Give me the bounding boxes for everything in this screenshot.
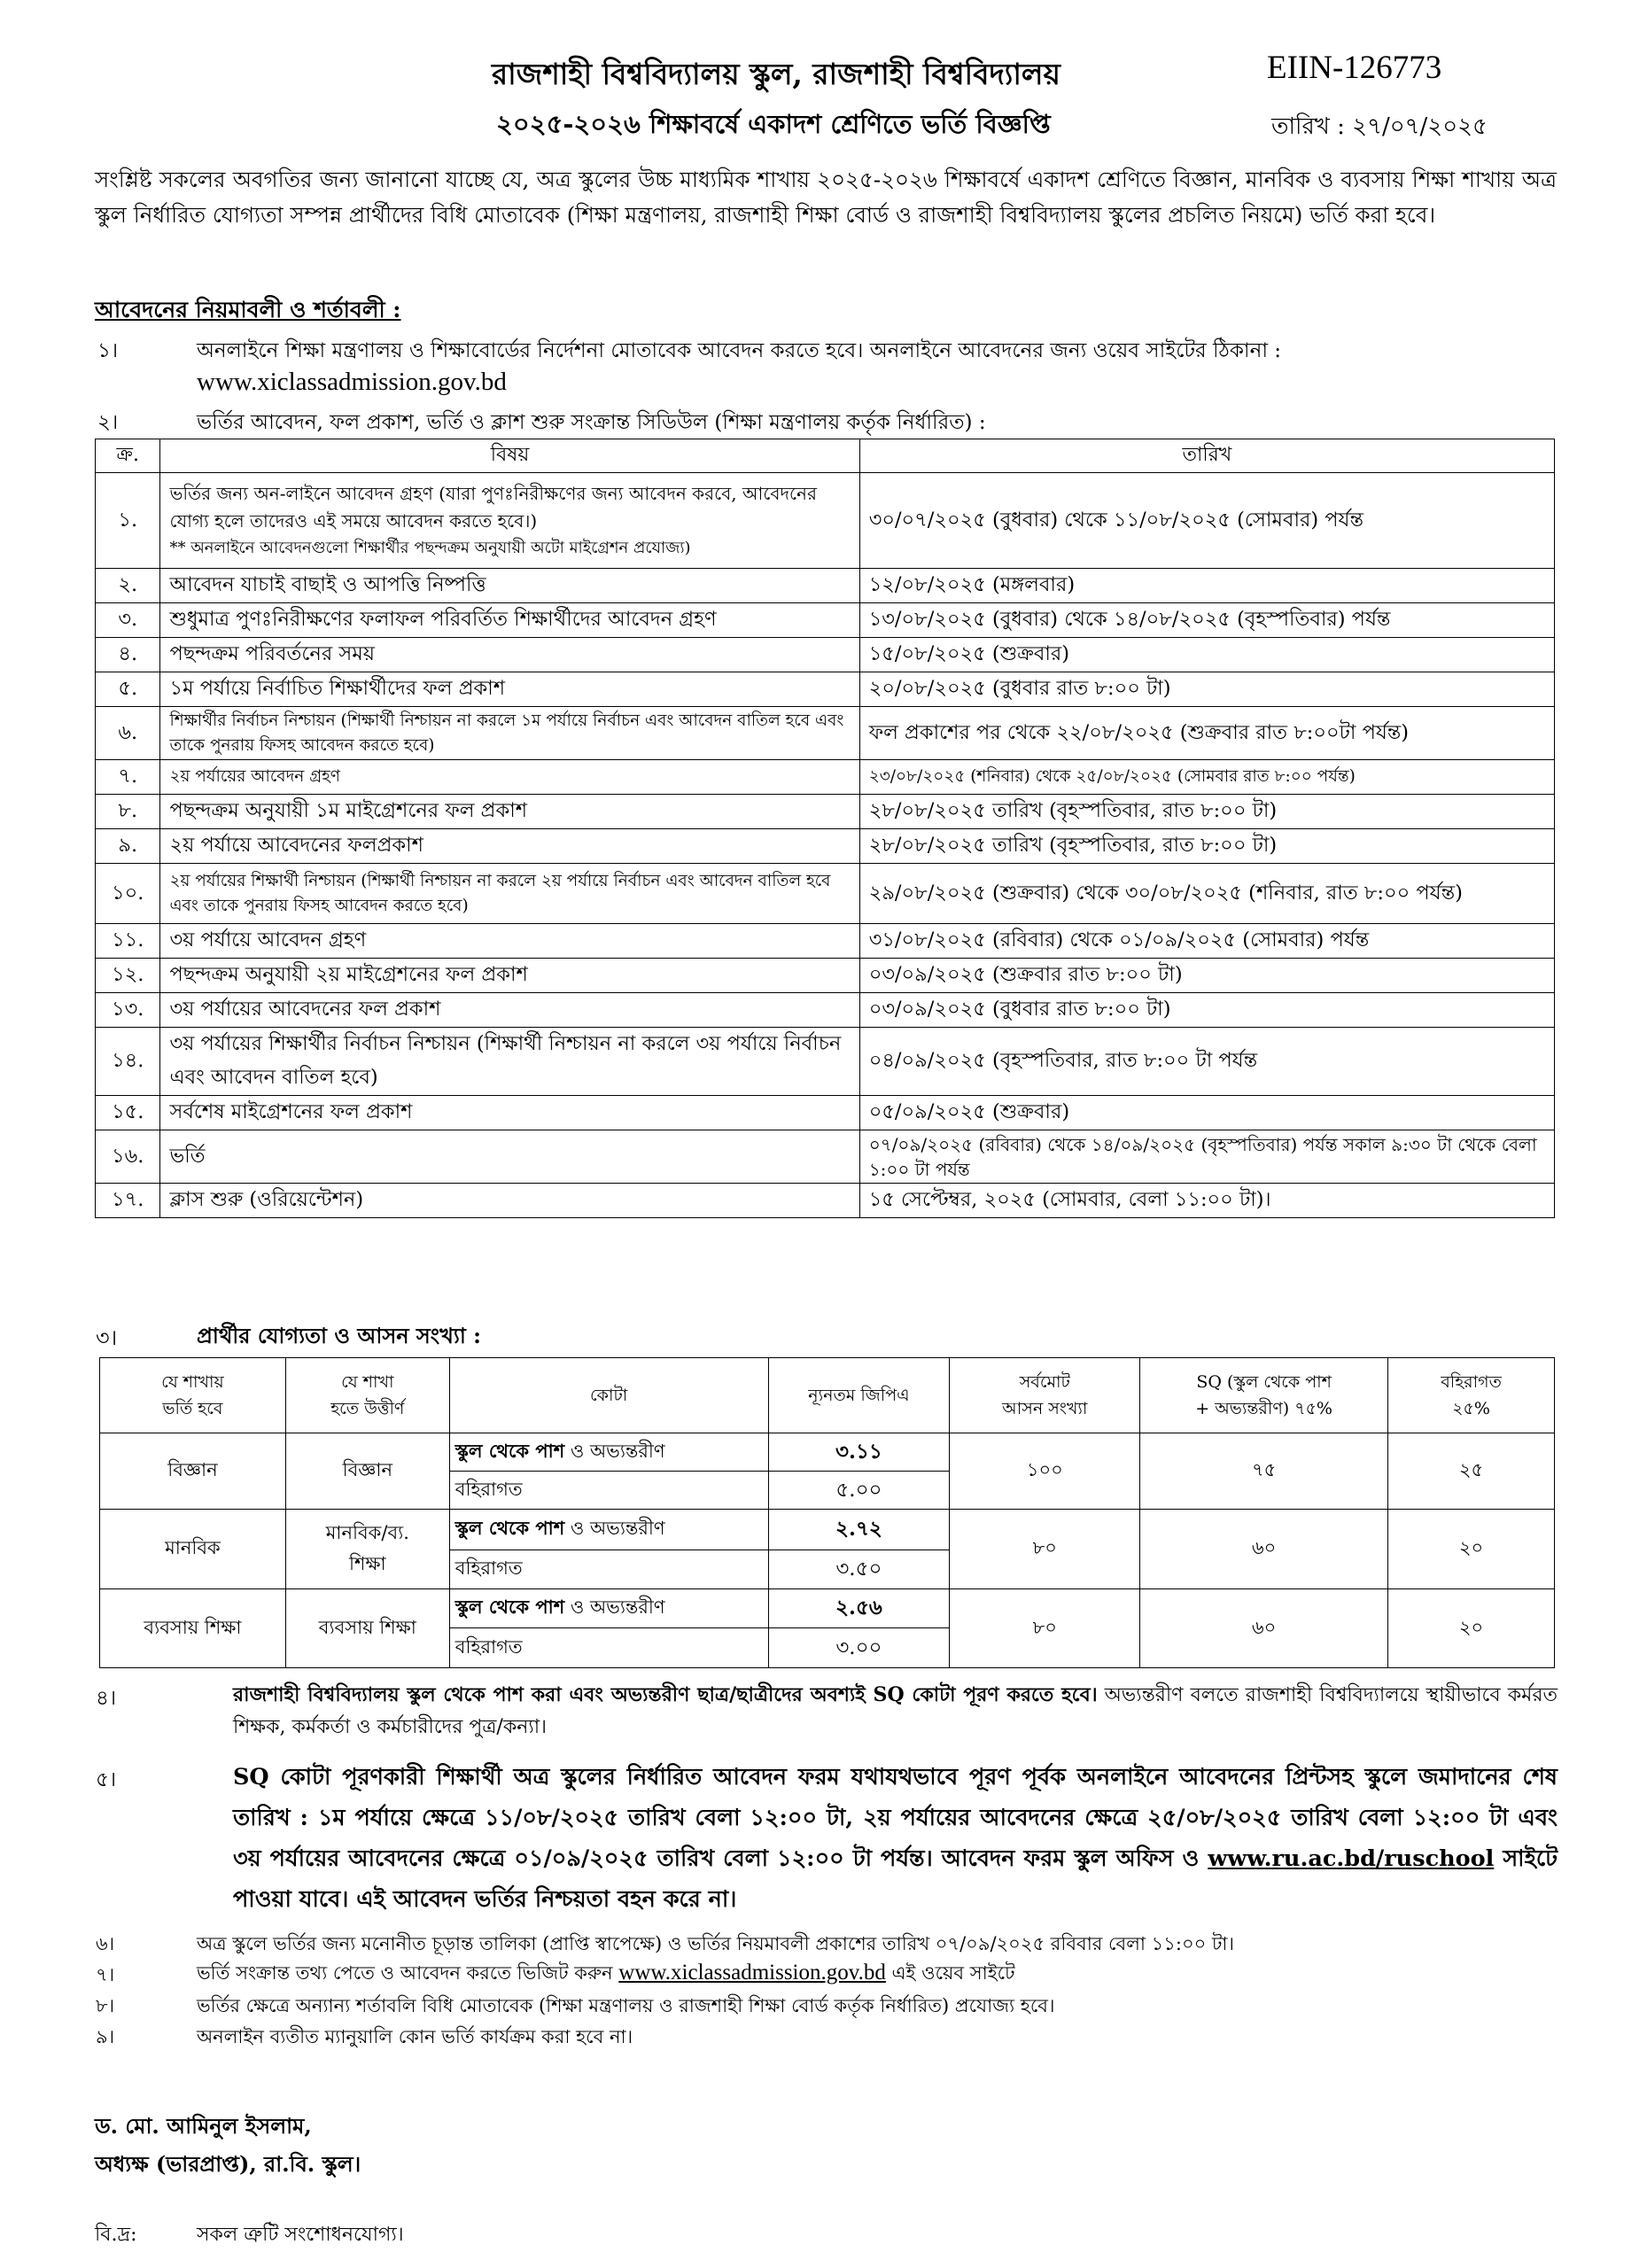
row-subject: শুধুমাত্র পুণঃনিরীক্ষণের ফলাফল পরিবর্তিত শিক্ষার্থীদের আবেদন গ্রহণ: [160, 603, 859, 638]
rule7-text: ভর্তি সংক্রান্ত তথ্য পেতে ও আবেদন করতে ভিজিট করুন www.xiclassadmission.gov.bd এই ওয়েব সাইটে: [197, 1961, 1015, 1984]
row-date: ০৫/০৯/২০২৫ (শুক্রবার): [859, 1096, 1554, 1130]
passed-cell: বিজ্ঞান: [285, 1433, 449, 1510]
sq-seats: ৭৫: [1140, 1433, 1388, 1510]
row-subject: পছন্দক্রম অনুযায়ী ১ম মাইগ্রেশনের ফল প্রকাশ: [160, 795, 859, 829]
row-date: ০৩/০৯/২০২৫ (বুধবার রাত ৮:০০ টা): [859, 993, 1554, 1028]
intro-paragraph: সংশ্লিষ্ট সকলের অবগতির জন্য জানানো যাচ্ছে যে, অত্র স্কুলের উচ্চ মাধ্যমিক শাখায় ২০২৫-২০২৬ শিক্ষাবর্ষে একাদশ শ্রেণিতে বিজ্ঞান, মানবিক ও ব্যবসায় শিক্ষা শাখায় অত্র স্কুল নির্ধারিত যোগ্যতা সম্পন্ন প্রার্থীদের বিধি মোতাবেক (শিক্ষা মন্ত্রণালয়, রাজশাহী শিক্ষা বোর্ড ও রাজশাহী বিশ্ববিদ্যালয় স্কুলের প্রচলিত নিয়মে) ভর্তি করা হবে।: [95, 167, 1557, 228]
row-serial: ৭.: [96, 760, 160, 795]
gpa-internal: ২.৫৬: [768, 1589, 950, 1628]
notice-date: তারিখ : ২৭/০৭/২০২৫: [1271, 113, 1488, 140]
footnote-label: বি.দ্র:: [95, 2224, 137, 2246]
total-seats: ১০০: [950, 1433, 1140, 1510]
row-serial: ১০.: [96, 864, 160, 924]
row-date: ০৩/০৯/২০২৫ (শুক্রবার রাত ৮:০০ টা): [859, 959, 1554, 993]
schedule-row: [96, 959, 1555, 993]
quota-internal: স্কুল থেকে পাশ ও অভ্যন্তরীণ: [449, 1589, 768, 1628]
row-serial: ৮.: [96, 795, 160, 829]
row-subject: ২য় পর্যায়ের শিক্ষার্থী নিশ্চায়ন (শিক্ষার্থী নিশ্চায়ন না করলে ২য় পর্যায়ে নির্বাচন এবং আবেদন বাতিল হবে এবং তাকে পুনরায় ফিসহ আবেদন করতে হবে): [160, 864, 859, 924]
hdr-passed-branch: যে শাখা হতে উত্তীর্ণ: [285, 1358, 449, 1433]
rule1-text: অনলাইনে শিক্ষা মন্ত্রণালয় ও শিক্ষাবোর্ডের নির্দেশনা মোতাবেক আবেদন করতে হবে। অনলাইনে আবেদনের জন্য ওয়েব সাইটের ঠিকানা :: [197, 339, 1282, 362]
row-date: ১৩/০৮/২০২৫ (বুধবার) থেকে ১৪/০৮/২০২৫ (বৃহস্পতিবার) পর্যন্ত: [859, 603, 1554, 638]
row-serial: ৩.: [96, 603, 160, 638]
row-serial: ১৪.: [96, 1028, 160, 1096]
row-serial: ১৩.: [96, 993, 160, 1028]
schedule-row: [96, 760, 1555, 795]
row-serial: ৬.: [96, 707, 160, 760]
rule7-number: ৭।: [96, 1964, 115, 1985]
row-serial: ৫.: [96, 672, 160, 707]
schedule-row: [96, 924, 1555, 959]
hdr-external: বহিরাগত ২৫%: [1388, 1358, 1555, 1433]
schedule-row: [96, 993, 1555, 1028]
notice-subtitle: ২০২৫-২০২৬ শিক্ষাবর্ষে একাদশ শ্রেণিতে ভর্তি বিজ্ঞপ্তি: [496, 109, 1051, 139]
quota-external: বহিরাগত: [449, 1550, 768, 1589]
sq-seats: ৬০: [1140, 1510, 1388, 1589]
schedule-row: [96, 672, 1555, 707]
row-subject: ২য় পর্যায়ে আবেদনের ফলপ্রকাশ: [160, 829, 859, 864]
rule8-text: ভর্তির ক্ষেত্রে অন্যান্য শর্তাবলি বিধি মোতাবেক (শিক্ষা মন্ত্রণালয় ও রাজশাহী শিক্ষা বোর্ড কর্তৃক নির্ধারিত) প্রযোজ্য হবে।: [197, 1995, 1055, 2016]
row-subject: সর্বশেষ মাইগ্রেশনের ফল প্রকাশ: [160, 1096, 859, 1130]
row-serial: ১১.: [96, 924, 160, 959]
row-date: ২৩/০৮/২০২৫ (শনিবার) থেকে ২৫/০৮/২০২৫ (সোমবার রাত ৮:০০ পর্যন্ত): [859, 760, 1554, 795]
hdr-gpa: ন্যূনতম জিপিএ: [768, 1358, 950, 1433]
row-subject: ভর্তি: [160, 1130, 859, 1184]
seats-row: [100, 1433, 1555, 1472]
rule1-number: ১।: [97, 339, 119, 362]
row-subject: ক্লাস শুরু (ওরিয়েন্টেশন): [160, 1184, 859, 1218]
total-seats: ৮০: [950, 1510, 1140, 1589]
seats-header-row: [100, 1358, 1555, 1433]
gpa-external: ৫.০০: [768, 1472, 950, 1510]
row-date: ২৮/০৮/২০২৫ তারিখ (বৃহস্পতিবার, রাত ৮:০০ টা): [859, 829, 1554, 864]
row-date: ০৪/০৯/২০২৫ (বৃহস্পতিবার, রাত ৮:০০ টা পর্যন্ত: [859, 1028, 1554, 1096]
sq-seats: ৬০: [1140, 1589, 1388, 1668]
hdr-quota: কোটা: [449, 1358, 768, 1433]
row-date: ১৫/০৮/২০২৫ (শুক্রবার): [859, 638, 1554, 672]
row-date: ২৯/০৮/২০২৫ (শুক্রবার) থেকে ৩০/০৮/২০২৫ (শনিবার, রাত ৮:০০ পর্যন্ত): [859, 864, 1554, 924]
row-subject: ২য় পর্যায়ের আবেদন গ্রহণ: [160, 760, 859, 795]
external-seats: ২০: [1388, 1510, 1555, 1589]
rule6-number: ৬।: [96, 1933, 115, 1954]
rule5-number: ৫।: [96, 1768, 117, 1791]
schedule-header-row: [96, 439, 1555, 473]
branch-cell: মানবিক: [100, 1510, 286, 1589]
schedule-row: [96, 569, 1555, 603]
row-date: ফল প্রকাশের পর থেকে ২২/০৮/২০২৫ (শুক্রবার রাত ৮:০০টা পর্যন্ত): [859, 707, 1554, 760]
rule9-text: অনলাইন ব্যতীত ম্যানুয়ালি কোন ভর্তি কার্যক্রম করা হবে না।: [197, 2026, 633, 2047]
footnote-text: সকল ত্রুটি সংশোধনযোগ্য।: [197, 2224, 404, 2246]
hdr-total-seats: সর্বমোট আসন সংখ্যা: [950, 1358, 1140, 1433]
row-subject: পছন্দক্রম পরিবর্তনের সময়: [160, 638, 859, 672]
row-subject: ভর্তির জন্য অন-লাইনে আবেদন গ্রহণ (যারা পুণঃনিরীক্ষণের জন্য আবেদন করবে, আবেদনের যোগ্য হলে তাদেরও এই সময়ে আবেদন করতে হবে।) ** অনলাইনে আবেদনগুলো শিক্ষার্থীর পছন্দক্রম অনুযায়ী অটো মাইগ্রেশন প্রযোজ্য): [160, 473, 859, 569]
schedule-row: [96, 1130, 1555, 1184]
section3-number: ৩।: [96, 1325, 118, 1350]
row-date: ৩১/০৮/২০২৫ (রবিবার) থেকে ০১/০৯/২০২৫ (সোমবার) পর্যন্ত: [859, 924, 1554, 959]
hdr-sq: SQ (স্কুল থেকে পাশ + অভ্যন্তরীণ) ৭৫%: [1140, 1358, 1388, 1433]
seats-row: [100, 1510, 1555, 1550]
row-serial: ১৭.: [96, 1184, 160, 1218]
row-date: ২৮/০৮/২০২৫ তারিখ (বৃহস্পতিবার, রাত ৮:০০ টা): [859, 795, 1554, 829]
row-serial: ১৫.: [96, 1096, 160, 1130]
passed-cell: ব্যবসায় শিক্ষা: [285, 1589, 449, 1668]
row-subject: পছন্দক্রম অনুযায়ী ২য় মাইগ্রেশনের ফল প্রকাশ: [160, 959, 859, 993]
row-subject: ৩য় পর্যায়ের শিক্ষার্থীর নির্বাচন নিশ্চায়ন (শিক্ষার্থী নিশ্চায়ন না করলে ৩য় পর্যায়ে নির্বাচন এবং আবেদন বাতিল হবে): [160, 1028, 859, 1096]
row-subject: শিক্ষার্থীর নির্বাচন নিশ্চায়ন (শিক্ষার্থী নিশ্চায়ন না করলে ১ম পর্যায়ে নির্বাচন এবং আবেদন বাতিল হবে এবং তাকে পুনরায় ফিসহ আবেদন করতে হবে): [160, 707, 859, 760]
schedule-row: [96, 1184, 1555, 1218]
external-seats: ২০: [1388, 1589, 1555, 1668]
xiclass-link[interactable]: www.xiclassadmission.gov.bd: [618, 1961, 886, 1984]
row-serial: ৪.: [96, 638, 160, 672]
schedule-row: [96, 864, 1555, 924]
col-serial: ক্র.: [96, 439, 160, 473]
gpa-external: ৩.৫০: [768, 1550, 950, 1589]
seats-table: [99, 1357, 1555, 1668]
gpa-internal: ৩.১১: [768, 1433, 950, 1472]
rule9-number: ৯।: [96, 2026, 115, 2047]
row-serial: ১২.: [96, 959, 160, 993]
rule2-number: ২।: [97, 411, 119, 434]
branch-cell: বিজ্ঞান: [100, 1433, 286, 1510]
schedule-row: [96, 829, 1555, 864]
signatory-designation: অধ্যক্ষ (ভারপ্রাপ্ত), রা.বি. স্কুল।: [95, 2151, 361, 2177]
rule4-number: ৪।: [96, 1687, 117, 1710]
row-serial: ২.: [96, 569, 160, 603]
eiin-number: EIIN-126773: [1267, 50, 1442, 86]
total-seats: ৮০: [950, 1589, 1140, 1668]
rule2-text: ভর্তির আবেদন, ফল প্রকাশ, ভর্তি ও ক্লাশ শুরু সংক্রান্ত সিডিউল (শিক্ষা মন্ত্রণালয় কর্তৃক নির্ধারিত) :: [197, 411, 986, 434]
row-date: ০৭/০৯/২০২৫ (রবিবার) থেকে ১৪/০৯/২০২৫ (বৃহস্পতিবার) পর্যন্ত সকাল ৯:৩০ টা থেকে বেলা ১:০০ টা পর্যন্ত: [859, 1130, 1554, 1184]
quota-external: বহিরাগত: [449, 1628, 768, 1668]
rule1-url[interactable]: www.xiclassadmission.gov.bd: [197, 368, 507, 396]
row-date: ১৫ সেপ্টেম্বর, ২০২৫ (সোমবার, বেলা ১১:০০ টা)।: [859, 1184, 1554, 1218]
quota-external: বহিরাগত: [449, 1472, 768, 1510]
schedule-row: [96, 473, 1555, 569]
rule8-number: ৮।: [96, 1995, 115, 2016]
schedule-row: [96, 603, 1555, 638]
row-date: ২০/০৮/২০২৫ (বুধবার রাত ৮:০০ টা): [859, 672, 1554, 707]
row-subject: ৩য় পর্যায়ের আবেদনের ফল প্রকাশ: [160, 993, 859, 1028]
row-serial: ১.: [96, 473, 160, 569]
rules-title: আবেদনের নিয়মাবলী ও শর্তাবলী :: [95, 297, 401, 322]
seats-row: [100, 1589, 1555, 1628]
row-serial: ৯.: [96, 829, 160, 864]
branch-cell: ব্যবসায় শিক্ষা: [100, 1589, 286, 1668]
school-title: রাজশাহী বিশ্ববিদ্যালয় স্কুল, রাজশাহী বিশ্ববিদ্যালয়: [492, 57, 1060, 91]
passed-cell: মানবিক/ব্য. শিক্ষা: [285, 1510, 449, 1589]
gpa-external: ৩.০০: [768, 1628, 950, 1668]
ruschool-link[interactable]: www.ru.ac.bd/ruschool: [1208, 1845, 1495, 1872]
rule6-text: অত্র স্কুলে ভর্তির জন্য মনোনীত চূড়ান্ত তালিকা (প্রাপ্তি স্বাপেক্ষে) ও ভর্তির নিয়মাবলী প্রকাশের তারিখ ০৭/০৯/২০২৫ রবিবার বেলা ১১:০০ টা।: [197, 1933, 1235, 1954]
gpa-internal: ২.৭২: [768, 1510, 950, 1550]
section3-title: প্রার্থীর যোগ্যতা ও আসন সংখ্যা :: [197, 1323, 482, 1348]
quota-internal: স্কুল থেকে পাশ ও অভ্যন্তরীণ: [449, 1433, 768, 1472]
schedule-row: [96, 795, 1555, 829]
row-subject: আবেদন যাচাই বাছাই ও আপত্তি নিষ্পত্তি: [160, 569, 859, 603]
schedule-row: [96, 1028, 1555, 1096]
row-subject: ৩য় পর্যায়ে আবেদন গ্রহণ: [160, 924, 859, 959]
rule5-text: SQ কোটা পূরণকারী শিক্ষার্থী অত্র স্কুলের নির্ধারিত আবেদন ফরম যথাযথভাবে পূরণ পূর্বক অনলাইনে আবেদনের প্রিন্টসহ স্কুলে জমাদানের শেষ তারিখ : ১ম পর্যায়ে ক্ষেত্রে ১১/০৮/২০২৫ তারিখ বেলা ১২:০০ টা, ২য় পর্যায়ের আবেদনের ক্ষেত্রে ২৫/০৮/২০২৫ তারিখ বেলা ১২:০০ টা এবং ৩য় পর্যায়ের আবেদনের ক্ষেত্রে ০১/০৯/২০২৫ তারিখ বেলা ১২:০০ টা পর্যন্ত। আবেদন ফরম স্কুল অফিস ও www.ru.ac.bd/ruschool সাইটে পাওয়া যাবে। এই আবেদন ভর্তির নিশ্চয়তা বহন করে না।: [233, 1764, 1558, 1913]
row-serial: ১৬.: [96, 1130, 160, 1184]
rule4-text: রাজশাহী বিশ্ববিদ্যালয় স্কুল থেকে পাশ করা এবং অভ্যন্তরীণ ছাত্র/ছাত্রীদের অবশ্যই SQ কোটা পূরণ করতে হবে। অভ্যন্তরীণ বলতে রাজশাহী বিশ্ববিদ্যালয়ে স্থায়ীভাবে কর্মরত শিক্ষক, কর্মকর্তা ও কর্মচারীদের পুত্র/কন্যা।: [233, 1683, 1558, 1738]
external-seats: ২৫: [1388, 1433, 1555, 1510]
schedule-row: [96, 638, 1555, 672]
signatory-name: ড. মো. আমিনুল ইসলাম,: [95, 2113, 312, 2139]
schedule-row: [96, 1096, 1555, 1130]
col-date: তারিখ: [859, 439, 1554, 473]
row-date: ১২/০৮/২০২৫ (মঙ্গলবার): [859, 569, 1554, 603]
schedule-table: [95, 439, 1555, 1218]
quota-internal: স্কুল থেকে পাশ ও অভ্যন্তরীণ: [449, 1510, 768, 1550]
row-date: ৩০/০৭/২০২৫ (বুধবার) থেকে ১১/০৮/২০২৫ (সোমবার) পর্যন্ত: [859, 473, 1554, 569]
col-subject: বিষয়: [160, 439, 859, 473]
schedule-row: [96, 707, 1555, 760]
row-subject: ১ম পর্যায়ে নির্বাচিত শিক্ষার্থীদের ফল প্রকাশ: [160, 672, 859, 707]
row-note: ** অনলাইনে আবেদনগুলো শিক্ষার্থীর পছন্দক্রম অনুযায়ী অটো মাইগ্রেশন প্রযোজ্য): [169, 538, 691, 557]
hdr-branch: যে শাখায় ভর্তি হবে: [100, 1358, 286, 1433]
